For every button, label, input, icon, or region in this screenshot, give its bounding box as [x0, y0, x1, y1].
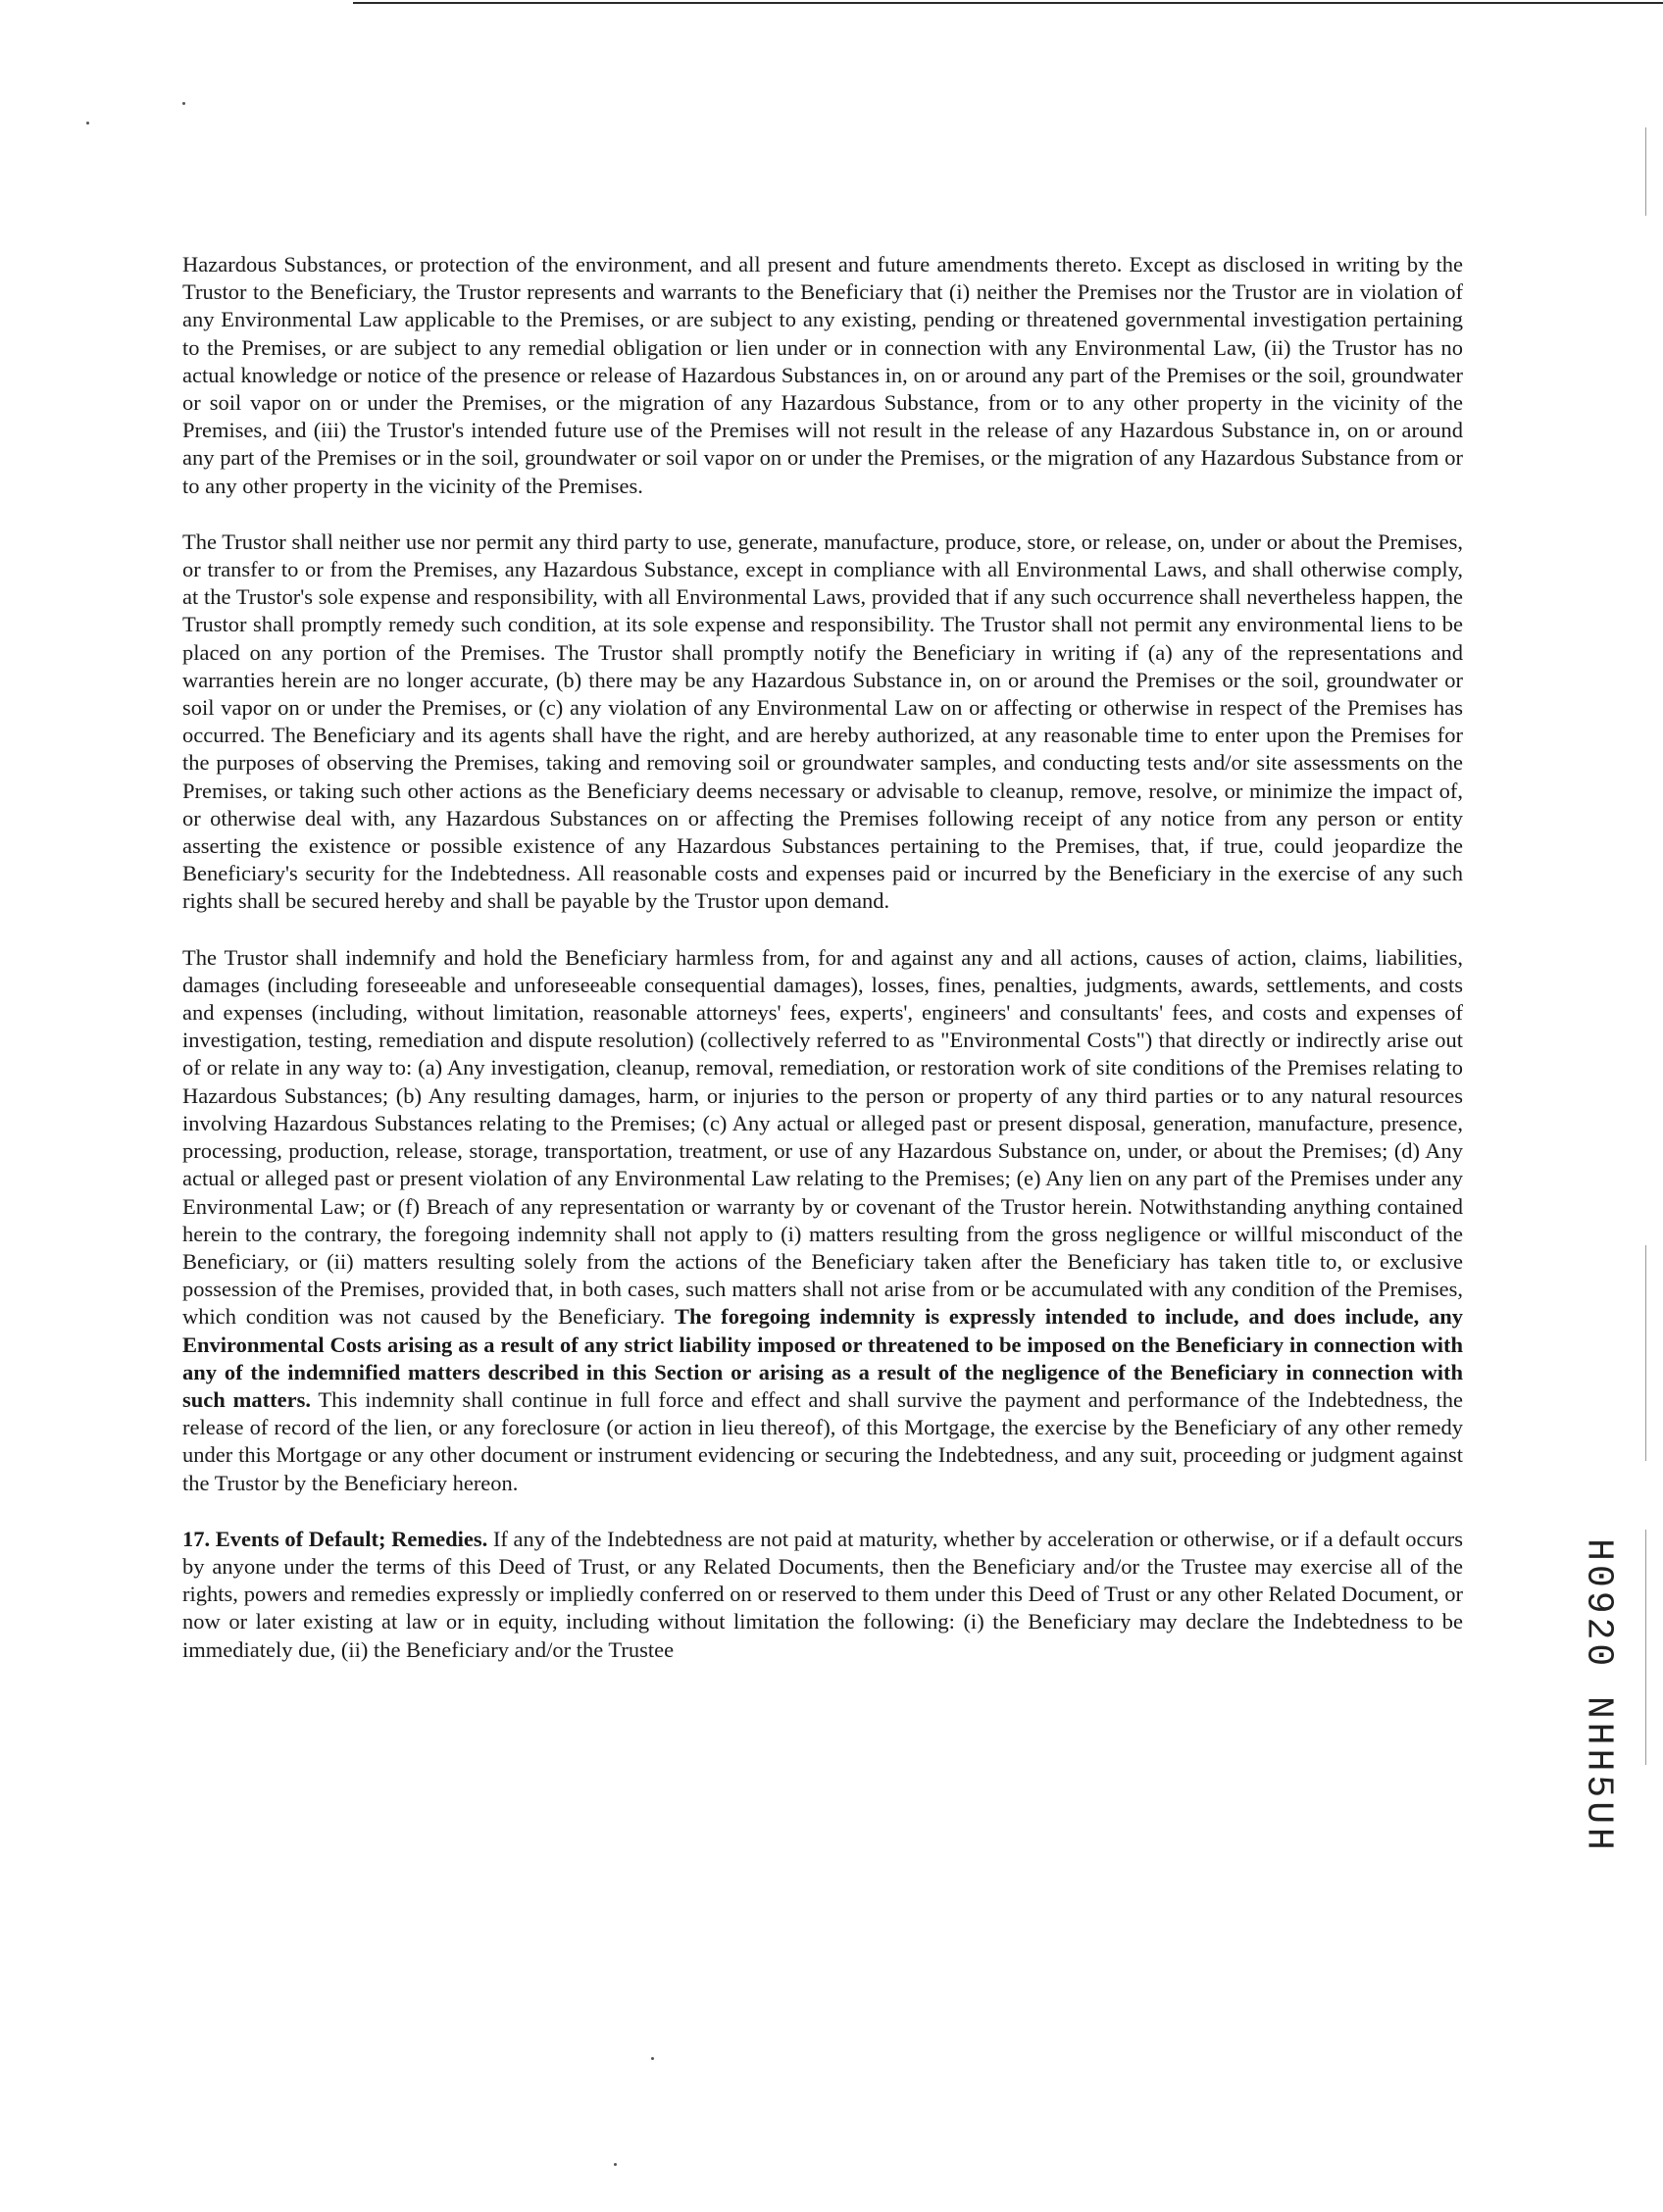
side-stamp-number: H0920 NHH5UH: [1577, 1538, 1620, 1854]
scan-edge-mark: [1645, 1245, 1646, 1461]
side-document-stamp: [1569, 1538, 1628, 1854]
scan-edge-mark: [1645, 127, 1646, 216]
section-heading-events-of-default: 17. Events of Default; Remedies.: [182, 1526, 488, 1551]
scan-speck: [86, 122, 89, 125]
scan-speck: [182, 102, 185, 105]
top-border-rule: [353, 2, 1663, 4]
paragraph-hazardous-substance-use: The Trustor shall neither use nor permit any third party to use, generate, manufacture, produce, store, or release, on, under or about the Premises, or transfer to or from the Premises, any Hazardous Substance, except in compliance with all Environmental Laws, and shall otherwise comply, at the Trustor's sole expense and responsibility, with all Environmental Laws, provided that if any such occurrence shall nevertheless happen, the Trustor shall promptly remedy such condition, at its sole expense and responsibility. The Trustor shall not permit any environmental liens to be placed on any portion of the Premises. The Trustor shall promptly notify the Beneficiary in writing if (a) any of the representations and warranties herein are no longer accurate, (b) there may be any Hazardous Substance in, on or around the Premises or the soil, groundwater or soil vapor on or under the Premises, or (c) any violation of any Environmental Law on or affecting or otherwise in respect of the Premises has occurred. The Beneficiary and its agents shall have the right, and are hereby authorized, at any reasonable time to enter upon the Premises for the purposes of observing the Premises, taking and removing soil or groundwater samples, and conducting tests and/or site assessments on the Premises, or taking such other actions as the Beneficiary deems necessary or advisable to cleanup, remove, resolve, or minimize the impact of, or otherwise deal with, any Hazardous Substances on or affecting the Premises following receipt of any notice from any person or entity asserting the existence or possible existence of any Hazardous Substances pertaining to the Premises, that, if true, could jeopardize the Beneficiary's security for the Indebtedness. All reasonable costs and expenses paid or incurred by the Beneficiary in the exercise of any such rights shall be secured hereby and shall be payable by the Trustor upon demand.: [182, 528, 1463, 914]
indemnity-text-end: This indemnity shall continue in full force and effect and shall survive the payment and performance of the Indebtedness, the release of record of the lien, or any foreclosure (or action in lieu thereof), of this Mortgage, the exercise by the Beneficiary of any other remedy under this Mortgage or any other document or instrument evidencing or securing the Indebtedness, and any suit, proceeding or judgment against the Trustor by the Beneficiary hereon.: [182, 1386, 1463, 1495]
document-page-body: [182, 251, 1463, 1692]
paragraph-events-of-default: [182, 1526, 1463, 1664]
scan-edge-mark: [1645, 1530, 1646, 1765]
events-of-default-text: If any of the Indebtedness are not paid at maturity, whether by acceleration or otherwise, or if a default occurs by anyone under the terms of this Deed of Trust, or any Related Documents, then the Beneficiary and/or the Trustee may exercise all of the rights, powers and remedies expressly or impliedly conferred on or reserved to them under this Deed of Trust or any other Related Document, or now or later existing at law or in equity, including without limitation the following: (i) the Beneficiary may declare the Indebtedness to be immediately due, (ii) the Beneficiary and/or the Trustee: [182, 1526, 1463, 1662]
indemnity-bold-clause: The foregoing indemnity is expressly intended to include, and does include, any Environmental Costs arising as a result of any strict liability imposed or threatened to be imposed on the Beneficiary in connection with any of the indemnified matters described in this Section or arising as a result of the negligence of the Beneficiary in connection with such matters.: [182, 1304, 1464, 1412]
scan-speck: [651, 2057, 654, 2060]
paragraph-environmental-representations: Hazardous Substances, or protection of the environment, and all present and future amendments thereto. Except as disclosed in writing by the Trustor to the Beneficiary, the Trustor represents and warrants to the Beneficiary that (i) neither the Premises nor the Trustor are in violation of any Environmental Law applicable to the Premises, or are subject to any existing, pending or threatened governmental investigation pertaining to the Premises, or are subject to any remedial obligation or lien under or in connection with any Environmental Law, (ii) the Trustor has no actual knowledge or notice of the presence or release of Hazardous Substances in, on or around any part of the Premises or the soil, groundwater or soil vapor on or under the Premises, or the migration of any Hazardous Substance, from or to any other property in the vicinity of the Premises, and (iii) the Trustor's intended future use of the Premises will not result in the release of any Hazardous Substance in, on or around any part of the Premises or in the soil, groundwater or soil vapor on or under the Premises, or the migration of any Hazardous Substance from or to any other property in the vicinity of the Premises.: [182, 252, 1463, 498]
scan-speck: [614, 2163, 617, 2166]
indemnity-text-start: The Trustor shall indemnify and hold the Beneficiary harmless from, for and against any and all actions, causes of action, claims, liabilities, damages (including foreseeable and unforeseeable consequential damages), losses, fines, penalties, judgments, awards, settlements, and costs and expenses (including, without limitation, reasonable attorneys' fees, experts', engineers' and consultants' fees, and costs and expenses of investigation, testing, remediation and dispute resolution) (collectively referred to as "Environmental Costs") that directly or indirectly arise out of or relate in any way to: (a) Any investigation, cleanup, removal, remediation, or restoration work of site conditions of the Premises relating to Hazardous Substances; (b) Any resulting damages, harm, or injuries to the person or property of any third parties or to any natural resources involving Hazardous Substances relating to the Premises; (c) Any actual or alleged past or present disposal, generation, manufacture, presence, processing, production, release, storage, transportation, treatment, or use of any Hazardous Substance on, under, or about the Premises; (d) Any actual or alleged past or present violation of any Environmental Law relating to the Premises; (e) Any lien on any part of the Premises under any Environmental Law; or (f) Breach of any representation or warranty by or covenant of the Trustor herein. Notwithstanding anything contained herein to the contrary, the foregoing indemnity shall not apply to (i) matters resulting from the gross negligence or willful misconduct of the Beneficiary, or (ii) matters resulting solely from the actions of the Beneficiary taken after the Beneficiary has taken title to, or exclusive possession of the Premises, provided that, in both cases, such matters shall not arise from or be accumulated with any condition of the Premises, which condition was not caused by the Beneficiary.: [182, 944, 1463, 1330]
paragraph-indemnification: [182, 944, 1463, 1497]
